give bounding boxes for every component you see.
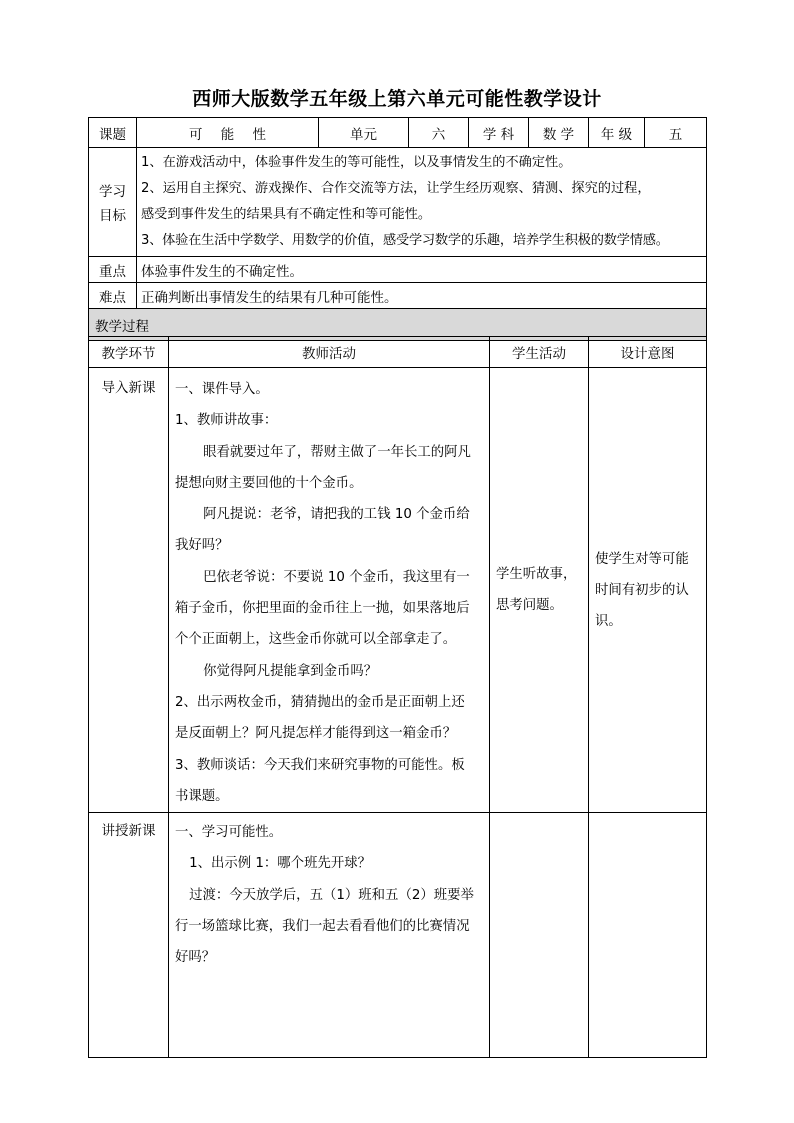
- grade-label: 年 级: [589, 118, 645, 148]
- table-row: [89, 813, 707, 1058]
- difficulty-value: 正确判断出事情发生的结果有几种可能性。: [137, 283, 707, 309]
- key-point-value: 体验事件发生的不确定性。: [137, 257, 707, 283]
- lesson-info-table: [88, 117, 707, 341]
- subject-label: 学 科: [469, 118, 529, 148]
- teacher-line: 过渡：今天放学后，五（1）班和五（2）班要举: [189, 887, 474, 903]
- teacher-line: 1、出示例 1：哪个班先开球？: [189, 856, 372, 872]
- student-line: 思考问题。: [496, 598, 563, 614]
- teacher-line: 1、教师讲故事：: [175, 413, 278, 429]
- goals-label-line1: 学习: [99, 184, 126, 200]
- student-cell: [490, 813, 589, 1058]
- unit-label: 单元: [319, 118, 409, 148]
- teacher-line: 我好吗？: [175, 538, 229, 554]
- teacher-line: 眼看就要过年了，帮财主做了一年长工的阿凡: [203, 444, 471, 460]
- goals-label-line2: 目标: [99, 208, 126, 224]
- difficulty-label: 难点: [89, 283, 137, 309]
- page-title: 西师大版数学五年级上第六单元可能性教学设计: [192, 88, 602, 110]
- stage-cell: [89, 368, 169, 813]
- intent-cell: [589, 813, 707, 1058]
- teacher-line: 书课题。: [175, 788, 229, 804]
- teacher-line: 巴依老爷说：不要说 10 个金币，我这里有一: [203, 569, 470, 585]
- goal-item: 2、运用自主探究、游戏操作、合作交流等方法，让学生经历观察、猜测、探究的过程，: [141, 181, 651, 196]
- goal-item: 1、在游戏活动中，体验事件发生的等可能性，以及事情发生的不确定性。: [141, 155, 572, 170]
- teacher-line: 是反面朝上？阿凡提怎样才能得到这一箱金币？: [175, 726, 457, 742]
- teacher-line: 箱子金币，你把里面的金币往上一抛，如果落地后: [175, 601, 470, 617]
- goals-label: [89, 148, 137, 257]
- key-point-label: 重点: [89, 257, 137, 283]
- student-line: 学生听故事，: [496, 567, 577, 583]
- col-student: 学生活动: [490, 337, 589, 368]
- table-row: [89, 368, 707, 813]
- teacher-line: 行一场篮球比赛，我们一起去看看他们的比赛情况: [175, 919, 470, 935]
- unit-value: 六: [409, 118, 469, 148]
- teacher-line: 阿凡提说：老爷，请把我的工钱 10 个金币给: [203, 507, 470, 523]
- col-teacher: 教师活动: [169, 337, 490, 368]
- teacher-line: 你觉得阿凡提能拿到金币吗？: [203, 663, 378, 679]
- topic-value: 可 能 性: [137, 118, 319, 148]
- goal-item: 感受到事件发生的结果具有不确定性和等可能性。: [141, 207, 432, 222]
- teacher-line: 个个正面朝上，这些金币你就可以全部拿走了。: [175, 632, 457, 648]
- intent-line: 使学生对等可能: [595, 551, 689, 567]
- col-stage: 教学环节: [89, 337, 169, 368]
- intent-line: 时间有初步的认: [595, 582, 689, 598]
- col-intent: 设计意图: [589, 337, 707, 368]
- stage-cell: [89, 813, 169, 1058]
- teacher-line: 3、教师谈话：今天我们来研究事物的可能性。板: [175, 757, 465, 773]
- subject-value: 数 学: [529, 118, 589, 148]
- topic-label: 课题: [89, 118, 137, 148]
- goal-item: 3、体验在生活中学数学、用数学的价值，感受学习数学的乐趣，培养学生积极的数学情感。: [141, 233, 669, 248]
- stage-name: 讲授新课: [101, 823, 156, 840]
- process-table: [88, 336, 707, 1058]
- teacher-line: 好吗？: [175, 950, 216, 966]
- teacher-cell: [169, 813, 490, 1058]
- intent-cell: [589, 368, 707, 813]
- goals-content: [137, 148, 707, 257]
- teacher-line: 一、学习可能性。: [175, 825, 283, 841]
- intent-line: 识。: [595, 613, 622, 629]
- teacher-cell: [169, 368, 490, 813]
- grade-value: 五: [645, 118, 707, 148]
- stage-name: 导入新课: [101, 380, 156, 396]
- student-cell: [490, 368, 589, 813]
- process-title: 教学过程: [89, 309, 707, 341]
- teacher-line: 2、出示两枚金币，猜猜抛出的金币是正面朝上还: [175, 694, 465, 710]
- teacher-line: 一、课件导入。: [175, 382, 269, 397]
- teacher-line: 提想向财主要回他的十个金币。: [175, 475, 363, 491]
